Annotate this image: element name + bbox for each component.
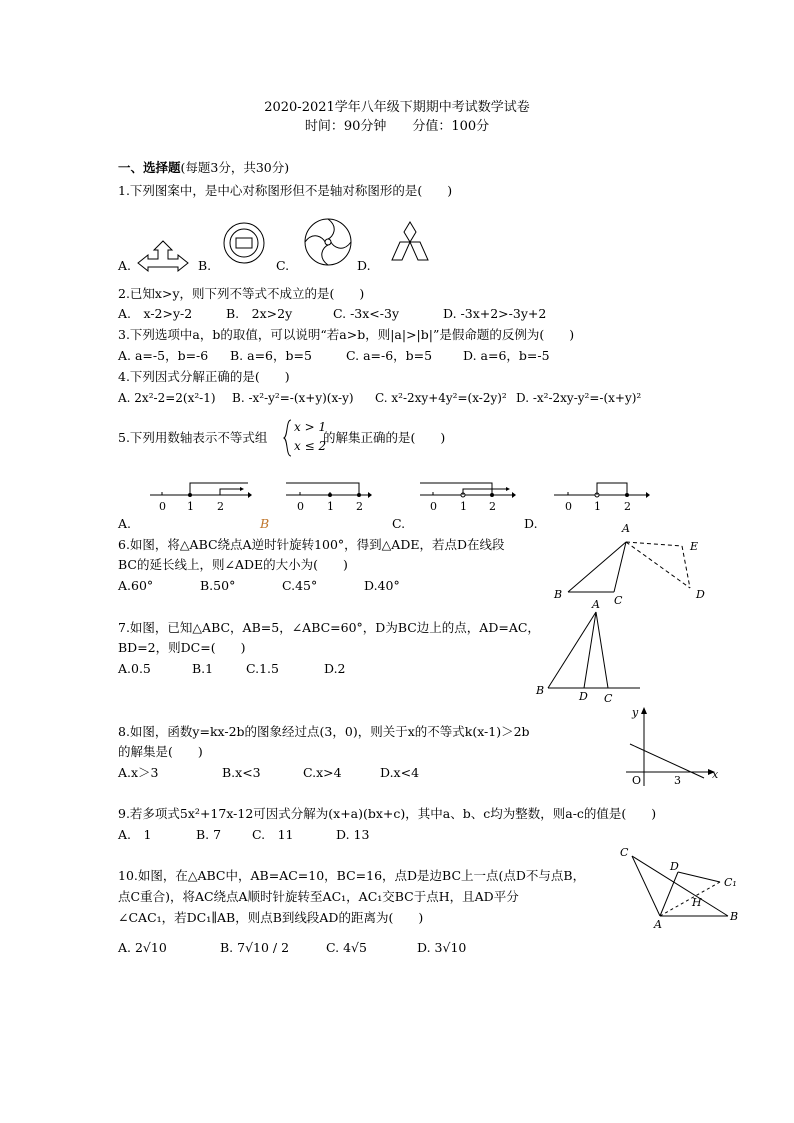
exam-subtitle: 时间：90分钟 分值：100分: [304, 119, 490, 134]
section-title: 一、选择题: [118, 160, 181, 175]
q4-option-a: A. 2x²-2=2(x²-1): [118, 391, 216, 405]
q5-system-line2: x ≤ 2: [294, 439, 327, 453]
q1-figure-b-circle: [222, 221, 266, 265]
q6-option-a: A.60°: [118, 578, 154, 593]
q8-label-y: y: [632, 706, 639, 719]
q10-option-b: B. 7√10 / 2: [220, 940, 290, 955]
q3-option-b: B. a=6，b=5: [230, 348, 312, 363]
q5-label-a: A.: [118, 516, 132, 531]
q1-figure-d-diamonds: [387, 220, 433, 264]
q4-stem: 4.下列因式分解正确的是( ): [118, 369, 290, 384]
q9-option-b: B. 7: [196, 827, 222, 842]
q5-numberline-c: [418, 478, 518, 514]
q6-figure: [550, 518, 720, 608]
svg-text:1: 1: [327, 500, 334, 513]
q6-label-d: D: [696, 588, 705, 601]
q7-line2: BD=2，则DC=( ): [118, 640, 246, 655]
svg-text:0: 0: [297, 500, 304, 513]
svg-text:1: 1: [460, 500, 467, 513]
q8-label-o: O: [632, 774, 642, 787]
q5-stem-post: 的解集正确的是( ): [323, 430, 446, 445]
q10-label-d: D: [670, 860, 679, 873]
q5-label-d: D.: [524, 516, 538, 531]
q9-option-d: D. 13: [336, 827, 370, 842]
exam-title: 2020-2021学年八年级下期期中考试数学试卷: [264, 100, 530, 115]
q7-option-b: B.1: [192, 661, 214, 676]
svg-text:2: 2: [356, 500, 363, 513]
section-heading: [118, 160, 289, 176]
q9-option-c: C. 11: [252, 827, 294, 842]
q5-numberline-b: [284, 478, 374, 514]
q5-stem-pre: 5.下列用数轴表示不等式组: [118, 430, 268, 445]
q6-label-e: E: [690, 540, 699, 553]
q1-label-a: A.: [118, 258, 132, 273]
q10-label-b: B: [730, 910, 739, 923]
q10-option-d: D. 3√10: [417, 940, 467, 955]
q6-option-b: B.50°: [200, 578, 236, 593]
section-note: (每题3分，共30分): [180, 160, 290, 175]
svg-text:2: 2: [624, 500, 631, 513]
q4-option-b: B. -x²-y²=-(x+y)(x-y): [232, 391, 354, 405]
svg-text:0: 0: [565, 500, 572, 513]
svg-text:0: 0: [430, 500, 437, 513]
q2-option-a: A. x-2>y-2: [118, 306, 193, 321]
q8-option-b: B.x<3: [222, 765, 261, 780]
q10-label-c1: C₁: [724, 876, 737, 889]
q7-label-b: B: [536, 684, 545, 697]
q1-stem: 1.下列图案中，是中心对称图形但不是轴对称图形的是( ): [118, 183, 453, 198]
q7-label-a: A: [592, 598, 600, 611]
q10-label-c: C: [620, 846, 629, 859]
q9-option-a: A. 1: [118, 827, 152, 842]
q8-label-x: x: [712, 768, 719, 781]
q10-line1: 10.如图，在△ABC中，AB=AC=10，BC=16，点D是边BC上一点(点D不与点B，: [118, 868, 586, 883]
q8-label-3: 3: [674, 774, 681, 787]
q2-stem: 2.已知x>y，则下列不等式不成立的是( ): [118, 286, 365, 301]
q8-option-c: C.x>4: [303, 765, 342, 780]
q7-label-d: D: [579, 690, 588, 703]
q7-label-c: C: [604, 692, 613, 705]
q7-option-d: D.2: [324, 661, 346, 676]
q5-numberline-d: [552, 478, 652, 514]
svg-text:2: 2: [489, 500, 496, 513]
q1-figure-c-pinwheel: [303, 217, 353, 267]
q1-figure-a-arrows: [136, 238, 192, 272]
q3-option-c: C. a=-6，b=5: [346, 348, 433, 363]
q6-label-a: A: [622, 522, 630, 535]
svg-text:2: 2: [217, 500, 224, 513]
q5-system-line1: x > 1: [294, 420, 327, 434]
q6-label-c: C: [614, 594, 623, 607]
q9-stem: 9.若多项式5x²+17x-12可因式分解为(x+a)(bx+c)，其中a、b、c均为整数，则a-c的值是( ): [118, 806, 657, 821]
q6-option-c: C.45°: [282, 578, 318, 593]
q2-option-b: B. 2x>2y: [226, 306, 293, 321]
q8-option-a: A.x＞3: [118, 765, 159, 780]
q10-line2: 点C重合)，将AC绕点A顺时针旋转至AC₁，AC₁交BC于点H，且AD平分: [118, 889, 519, 904]
q1-label-c: C.: [276, 258, 290, 273]
svg-text:1: 1: [187, 500, 194, 513]
q8-line2: 的解集是( ): [118, 744, 203, 759]
q8-option-d: D.x<4: [380, 765, 420, 780]
q6-label-b: B: [554, 588, 563, 601]
q5-brace: [283, 419, 293, 457]
q10-option-a: A. 2√10: [118, 940, 167, 955]
q10-figure: [616, 844, 742, 934]
q2-option-c: C. -3x<-3y: [333, 306, 400, 321]
q1-label-d: D.: [357, 258, 371, 273]
svg-text:1: 1: [594, 500, 601, 513]
q8-figure: [622, 704, 722, 790]
q5-label-b: B: [260, 516, 270, 531]
q3-option-d: D. a=6，b=-5: [463, 348, 550, 363]
q3-stem: 3.下列选项中a，b的取值，可以说明“若a>b，则|a|>|b|”是假命题的反例为( ): [118, 327, 575, 342]
q6-line1: 6.如图，将△ABC绕点A逆时针旋转100°，得到△ADE，若点D在线段: [118, 537, 505, 552]
q4-option-d: D. -x²-2xy-y²=-(x+y)²: [516, 391, 642, 405]
q7-figure: [534, 596, 646, 706]
svg-text:0: 0: [159, 500, 166, 513]
q8-line1: 8.如图，函数y=kx-2b的图象经过点(3，0)，则关于x的不等式k(x-1)＞2b: [118, 724, 530, 739]
q10-label-h: H: [692, 896, 702, 909]
q7-option-c: C.1.5: [246, 661, 279, 676]
q3-option-a: A. a=-5，b=-6: [118, 348, 209, 363]
q7-option-a: A.0.5: [118, 661, 151, 676]
q4-option-c: C. x²-2xy+4y²=(x-2y)²: [375, 391, 507, 405]
q10-label-a: A: [654, 918, 662, 931]
q10-line3: ∠CAC₁，若DC₁∥AB，则点B到线段AD的距离为( ): [118, 910, 424, 925]
q10-option-c: C. 4√5: [326, 940, 367, 955]
q5-label-c: C.: [392, 516, 406, 531]
q7-line1: 7.如图，已知△ABC，AB=5，∠ABC=60°，D为BC边上的点，AD=AC，: [118, 620, 540, 635]
q6-option-d: D.40°: [364, 578, 400, 593]
q1-label-b: B.: [198, 258, 212, 273]
q5-numberline-a: [148, 478, 252, 514]
q6-line2: BC的延长线上，则∠ADE的大小为( ): [118, 557, 348, 572]
q2-option-d: D. -3x+2>-3y+2: [443, 306, 547, 321]
